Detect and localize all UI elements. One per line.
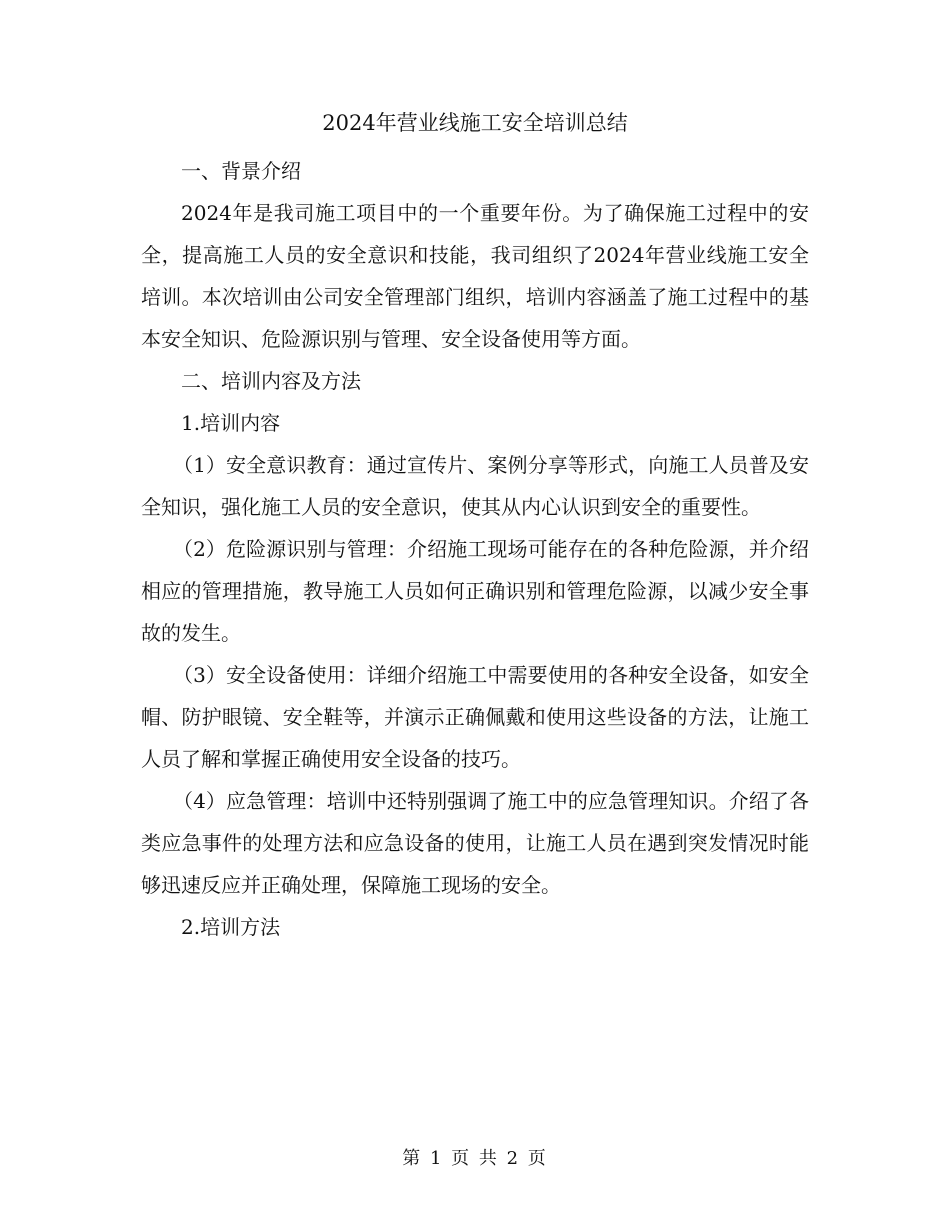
paragraph-item-3: （3）安全设备使用：详细介绍施工中需要使用的各种安全设备，如安全帽、防护眼镜、安全鞋等，并演示正确佩戴和使用这些设备的方法，让施工人员了解和掌握正确使用安全设备的技巧。: [141, 663, 809, 771]
paragraph-item-2: （2）危险源识别与管理：介绍施工现场可能存在的各种危险源，并介绍相应的管理措施，教导施工人员如何正确识别和管理危险源，以减少安全事故的发生。: [141, 537, 809, 645]
document-title: 2024年营业线施工安全培训总结: [322, 111, 628, 135]
document-body: [141, 150, 809, 948]
subheading-training-method: 2.培训方法: [181, 915, 281, 939]
section-heading-content-method: 二、培训内容及方法: [181, 369, 361, 393]
section-heading-background: 一、背景介绍: [181, 159, 301, 183]
paragraph-item-1: （1）安全意识教育：通过宣传片、案例分享等形式，向施工人员普及安全知识，强化施工人员的安全意识，使其从内心认识到安全的重要性。: [141, 453, 809, 519]
paragraph-background: 2024年是我司施工项目中的一个重要年份。为了确保施工过程中的安全，提高施工人员的安全意识和技能，我司组织了2024年营业线施工安全培训。本次培训由公司安全管理部门组织，培训内容涵盖了施工过程中的基本安全知识、危险源识别与管理、安全设备使用等方面。: [141, 201, 809, 351]
paragraph-item-4: （4）应急管理：培训中还特别强调了施工中的应急管理知识。介绍了各类应急事件的处理方法和应急设备的使用，让施工人员在遇到突发情况时能够迅速反应并正确处理，保障施工现场的安全。: [141, 789, 809, 897]
page-number-footer: 第 1 页 共 2 页: [402, 1148, 548, 1169]
subheading-training-content: 1.培训内容: [181, 411, 281, 435]
